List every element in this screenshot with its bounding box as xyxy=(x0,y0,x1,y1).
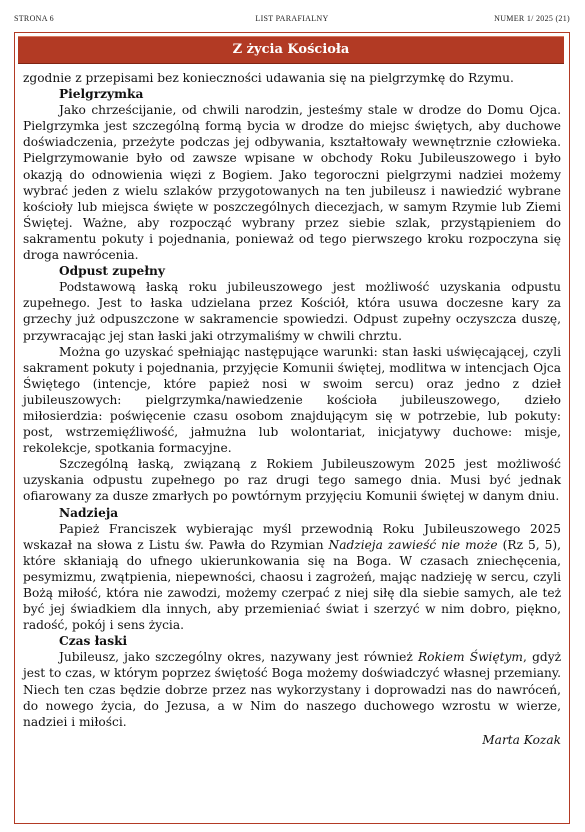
running-head xyxy=(14,14,570,26)
section-title: Z życia Kościoła xyxy=(18,36,564,64)
issue-number: NUMER 1/ 2025 (21) xyxy=(494,14,570,23)
page-number: STRONA 6 xyxy=(14,14,54,23)
scripture-quote: Nadzieja zawieść nie może xyxy=(328,537,498,552)
emphasis-rok-swiety: Rokiem Świętym xyxy=(417,650,523,665)
author-signature: Marta Kozak xyxy=(482,732,561,747)
paragraph-odpust-2: Można go uzyskać spełniając następujące warunki: stan łaski uświęcającej, czyli sakrament pokuty i pojednania, przyjęcie Komunii świętej, modlitwa w intencjach Ojca Świętego (intencje, które papież nosi w swoim sercu) oraz jedno z dzieł jubileuszowych: pielgrzymka/nawiedzenie kościoła jubileuszowego, dzieło miłosierdzia: poświęcenie czasu osobom znajdującym się w potrzebie, lub pokuty: post, wstrzemięźliwość, jałmużna lub wolontariat, inicjatywy duchowe: misje, rekolekcje, spotkania formacyjne. xyxy=(23,344,561,456)
heading-odpust: Odpust zupełny xyxy=(59,264,165,279)
publication-title: LIST PARAFIALNY xyxy=(255,14,329,23)
article-body xyxy=(23,70,561,748)
intro-paragraph: zgodnie z przepisami bez konieczności udawania się na pielgrzymkę do Rzymu. xyxy=(23,71,514,85)
heading-nadzieja: Nadzieja xyxy=(59,505,119,520)
text-segment: (Rz 5, 5), które skłaniają do ufnego ukierunkowania się na Boga. W czasach zniechęcenia, pesymizmu, zwątpienia, niepewności, chaosu i zagrożeń, mając nadzieję w sercu, czyli Bożą miłość, która nie zawodzi, możemy czerpać z niej siłę dla siebie samych, ale też być jej świadkiem dla innych, aby przemieniać świat i szerzyć w nim dobro, piękno, radość, pokój i sens życia. xyxy=(23,537,561,633)
paragraph-pielgrzymka: Jako chrześcijanie, od chwili narodzin, jesteśmy stale w drodze do Domu Ojca. Pielgrzymka jest szczególną formą bycia w drodze do miejsc świętych, aby duchowe doświadczenia, przeżyte podczas jej odbywania, kształtowały wewnętrznie człowieka. Pielgrzymowanie było od zawsze wpisane w obchody Roku Jubileuszowego i było okazją do odnowienia więzi z Bogiem. Jako tegoroczni pielgrzymi nadziei możemy wybrać jeden z wielu szlaków przygotowanych na ten jubileusz i nawiedzić wybrane kościoły lub miejsca święte w poszczególnych diecezjach, w samym Rzymie lub Ziemi Świętej. Ważne, aby rozpocząć wybrany przez siebie szlak, przystąpieniem do sakramentu pokuty i pojednania, ponieważ od tego pierwszego kroku rozpoczyna się droga nawrócenia. xyxy=(23,103,561,263)
paragraph-czas-laski xyxy=(23,649,561,729)
heading-czas-laski: Czas łaski xyxy=(59,634,128,649)
text-segment: , gdyż jest to czas, w którym poprzez świętość Boga możemy doświadczyć własnej przemiany. Niech ten czas będzie dobrze przez nas wykorzystany i doprowadzi nas do nawróceń, do nowego życia, do Jezusa, a w Nim do naszego duchowego wzrostu w wierze, nadziei i miłości. xyxy=(23,650,561,729)
paragraph-nadzieja xyxy=(23,521,561,634)
paragraph-odpust-1: Podstawową łaską roku jubileuszowego jest możliwość uzyskania odpustu zupełnego. Jest to łaska udzielana przez Kościół, która usuwa doczesne kary za grzechy już odpuszczone w sakramencie spowiedzi. Odpust zupełny oczyszcza duszę, przywracając jej stan łaski jaki otrzymaliśmy w chwili chrztu. xyxy=(23,280,561,343)
text-segment: Jubileusz, jako szczególny okres, nazywany jest również xyxy=(59,650,418,665)
text-segment: Papież Franciszek wybierając myśl przewodnią Roku Jubileuszowego 2025 wskazał na słowa z Listu św. Pawła do Rzymian xyxy=(23,521,561,552)
paragraph-odpust-3: Szczególną łaską, związaną z Rokiem Jubileuszowym 2025 jest możliwość uzyskania odpustu zupełnego po raz drugi tego samego dnia. Musi być jednak ofiarowany za dusze zmarłych po powtórnym przyjęciu Komunii świętej w danym dniu. xyxy=(23,457,561,504)
heading-pielgrzymka: Pielgrzymka xyxy=(59,87,144,102)
